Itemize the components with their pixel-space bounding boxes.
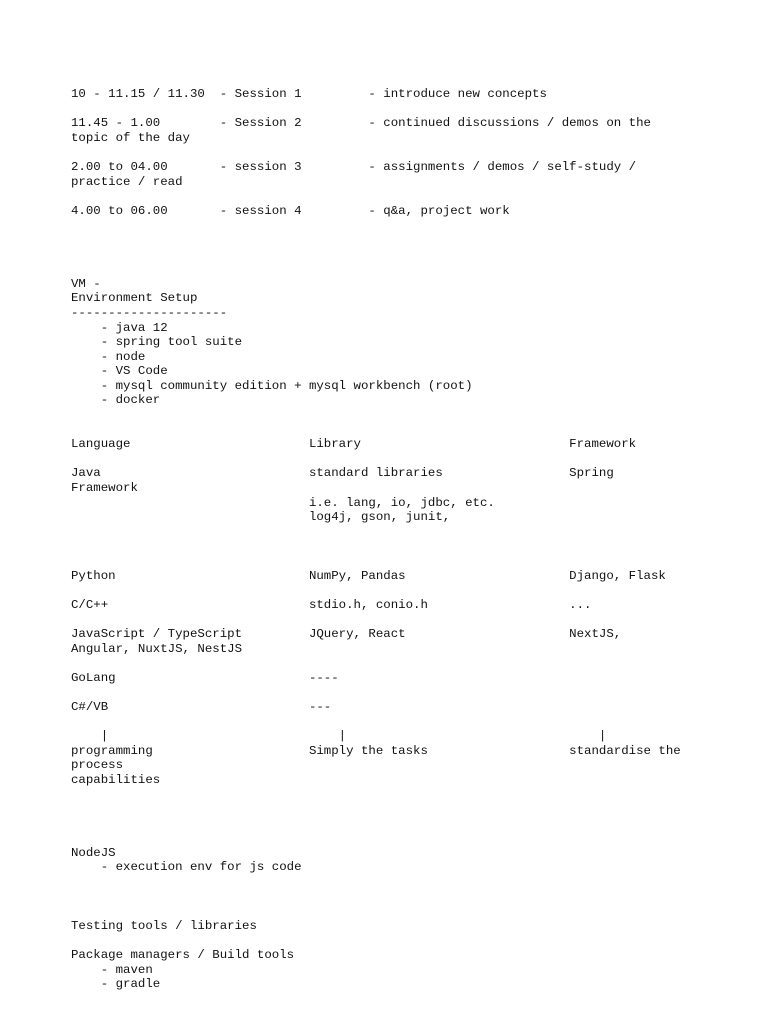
line: Package managers / Build tools xyxy=(71,948,295,963)
line: --------------------- xyxy=(71,305,228,320)
line: Environment Setup xyxy=(71,291,198,306)
line: process xyxy=(71,758,124,773)
line: Angular, NuxtJS, NestJS xyxy=(71,641,243,656)
line: JavaScript / TypeScript JQuery, React NextJS, xyxy=(71,626,622,641)
line: - docker xyxy=(71,393,161,408)
line: log4j, gson, junit, xyxy=(71,510,451,525)
line: - VS Code xyxy=(71,364,168,379)
line: - spring tool suite xyxy=(71,335,243,350)
line: Framework xyxy=(71,481,138,496)
line: Python NumPy, Pandas Django, Flask xyxy=(71,568,666,583)
line: practice / read xyxy=(71,174,183,189)
document-body xyxy=(71,87,731,992)
line: Java standard libraries Spring xyxy=(71,466,614,481)
line: - maven xyxy=(71,962,153,977)
line: C#/VB --- xyxy=(71,699,332,714)
line: capabilities xyxy=(71,772,161,787)
line: topic of the day xyxy=(71,130,190,145)
line: - node xyxy=(71,349,146,364)
line: 4.00 to 06.00 - session 4 - q&a, project work xyxy=(71,203,510,218)
line: - java 12 xyxy=(71,320,168,335)
line: C/C++ stdio.h, conio.h ... xyxy=(71,597,592,612)
line: Testing tools / libraries xyxy=(71,918,257,933)
line: GoLang ---- xyxy=(71,670,339,685)
line: NodeJS xyxy=(71,845,116,860)
line: 10 - 11.15 / 11.30 - Session 1 - introduce new concepts xyxy=(71,87,547,101)
line: 11.45 - 1.00 - Session 2 - continued discussions / demos on the xyxy=(71,116,651,131)
line: 2.00 to 04.00 - session 3 - assignments / demos / self-study / xyxy=(71,159,637,174)
line: Language Library Framework xyxy=(71,437,637,452)
line: VM - xyxy=(71,276,101,291)
line: - gradle xyxy=(71,977,161,992)
line: - execution env for js code xyxy=(71,860,302,875)
line: | | | xyxy=(71,729,607,744)
line: i.e. lang, io, jdbc, etc. xyxy=(71,495,495,510)
line: - mysql community edition + mysql workbench (root) xyxy=(71,378,473,393)
line: programming Simply the tasks standardise the xyxy=(71,743,681,758)
